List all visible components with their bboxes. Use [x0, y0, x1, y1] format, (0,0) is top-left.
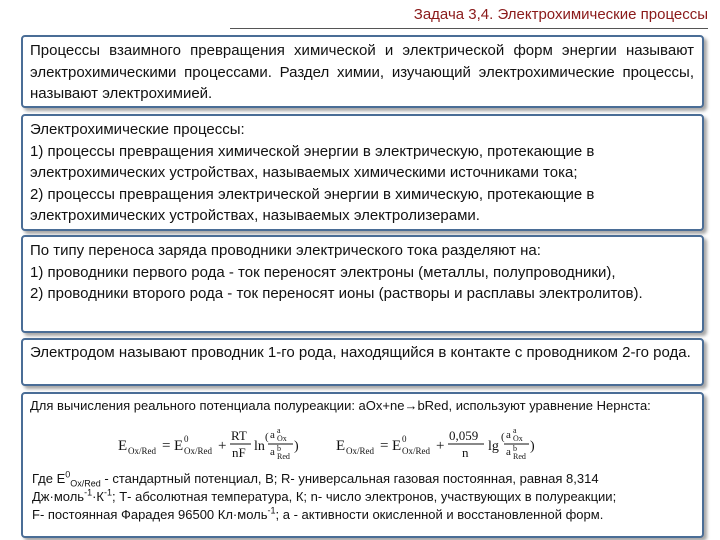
legend-line-3: [32, 506, 694, 524]
nernst-legend: [32, 470, 694, 524]
f2-red: a: [506, 446, 511, 458]
slide-title: Задача 3,4. Электрохимические процессы: [413, 6, 708, 23]
f2-close-paren: ): [530, 439, 535, 454]
f2-ox: a: [506, 429, 511, 441]
f1-num: RT: [231, 428, 247, 443]
processes-item-2: 2) процессы превращения электрической энергии в химическую, протекающие в электрохимических устройствах, называемых электролизерами.: [30, 185, 595, 224]
f1-ox: a: [270, 429, 275, 441]
title-underline: [230, 28, 708, 29]
f1-plus: +: [218, 438, 227, 454]
f2-ox-sub: Ox: [513, 434, 523, 443]
legend-unit-k: ·К: [92, 489, 104, 504]
f1-e0: E: [174, 438, 184, 454]
definition-box: [21, 35, 704, 108]
legend-faraday: F- постоянная Фарадея 96500 Кл·моль: [32, 507, 268, 522]
f1-red: a: [270, 446, 275, 458]
definition-text: Процессы взаимного превращения химической и электрической форм энергии называют электрохимическими процессами. Раздел химии, изучающий электрохимические процессы, называют электрохимией.: [30, 42, 694, 102]
electrode-text: Электродом называют проводник 1-го рода, находящийся в контакте с проводником 2-го рода.: [30, 344, 691, 361]
legend-unit-mol: Дж·моль: [32, 489, 85, 504]
legend-line-3-text: ; а - активности окисленной и восстановленной форм.: [275, 507, 604, 522]
conductors-item-1: 1) проводники первого рода - ток переносят электроны (металлы, полупроводники),: [30, 263, 616, 281]
legend-line-2: [32, 488, 694, 506]
conductors-box: [21, 235, 704, 333]
f1-ln: ln: [254, 439, 265, 454]
f2-e0-sub: Ox/Red: [402, 446, 430, 456]
legend-e0-sub: Ox/Red: [70, 478, 101, 489]
f2-red-sub: Red: [513, 452, 526, 461]
processes-item-1: 1) процессы превращения химической энергии в электрическую, протекающие в электрохимических устройствах, называемых химическими источниками тока;: [30, 142, 595, 181]
f1-open-paren: (: [265, 431, 269, 443]
f1-e0-sup: 0: [184, 434, 189, 444]
f1-ox-sup: a: [277, 426, 281, 435]
nernst-equation-lg: [336, 426, 535, 461]
legend-e0-sup: 0: [65, 469, 71, 480]
f2-e0: E: [392, 438, 402, 454]
legend-unit-exp-1: -1: [84, 487, 93, 498]
f2-red-sup: b: [513, 444, 517, 453]
nernst-box: [21, 392, 704, 538]
legend-line-1-text: - стандартный потенциал, В; R- универсальная газовая постоянная, равная 8,314: [100, 471, 599, 486]
f1-red-sub: Red: [277, 452, 290, 461]
legend-unit-exp-2: -1: [104, 487, 113, 498]
electrode-box: [21, 338, 704, 386]
f2-lg: lg: [488, 439, 499, 454]
legend-line-1: [32, 470, 694, 488]
f1-e0-sub: Ox/Red: [184, 446, 212, 456]
f2-lhs: E: [336, 438, 346, 454]
f1-lhs: E: [118, 438, 128, 454]
processes-heading: Электрохимические процессы:: [30, 121, 245, 138]
legend-faraday-exp: -1: [267, 505, 276, 516]
f2-den: n: [462, 445, 469, 460]
legend-where: Где E: [32, 471, 66, 486]
f1-equals: =: [162, 438, 171, 454]
nernst-equation-ln: [118, 426, 299, 461]
f1-close-paren: ): [294, 439, 299, 454]
nernst-intro: Для вычисления реального потенциала полуреакции: aOx+ne→bRed, используют уравнение Нернста:: [30, 398, 651, 413]
f1-lhs-sub: Ox/Red: [128, 446, 156, 456]
f2-lhs-sub: Ox/Red: [346, 446, 374, 456]
f2-e0-sup: 0: [402, 434, 407, 444]
processes-box: [21, 114, 704, 231]
f1-den: nF: [232, 445, 246, 460]
f2-equals: =: [380, 438, 389, 454]
f1-red-sup: b: [277, 444, 281, 453]
nernst-equations: [118, 426, 558, 464]
f2-plus: +: [436, 438, 445, 454]
f2-num: 0,059: [449, 428, 479, 443]
conductors-item-2: 2) проводники второго рода - ток переносят ионы (растворы и расплавы электролитов).: [30, 285, 643, 302]
legend-line-2-text: ; Т- абсолютная температура, К; n- число электронов, участвующих в полуреакции;: [112, 489, 617, 504]
f1-ox-sub: Ox: [277, 434, 287, 443]
f2-open-paren: (: [501, 431, 505, 443]
f2-ox-sup: a: [513, 426, 517, 435]
conductors-heading: По типу переноса заряда проводники электрического тока разделяют на:: [30, 242, 541, 259]
